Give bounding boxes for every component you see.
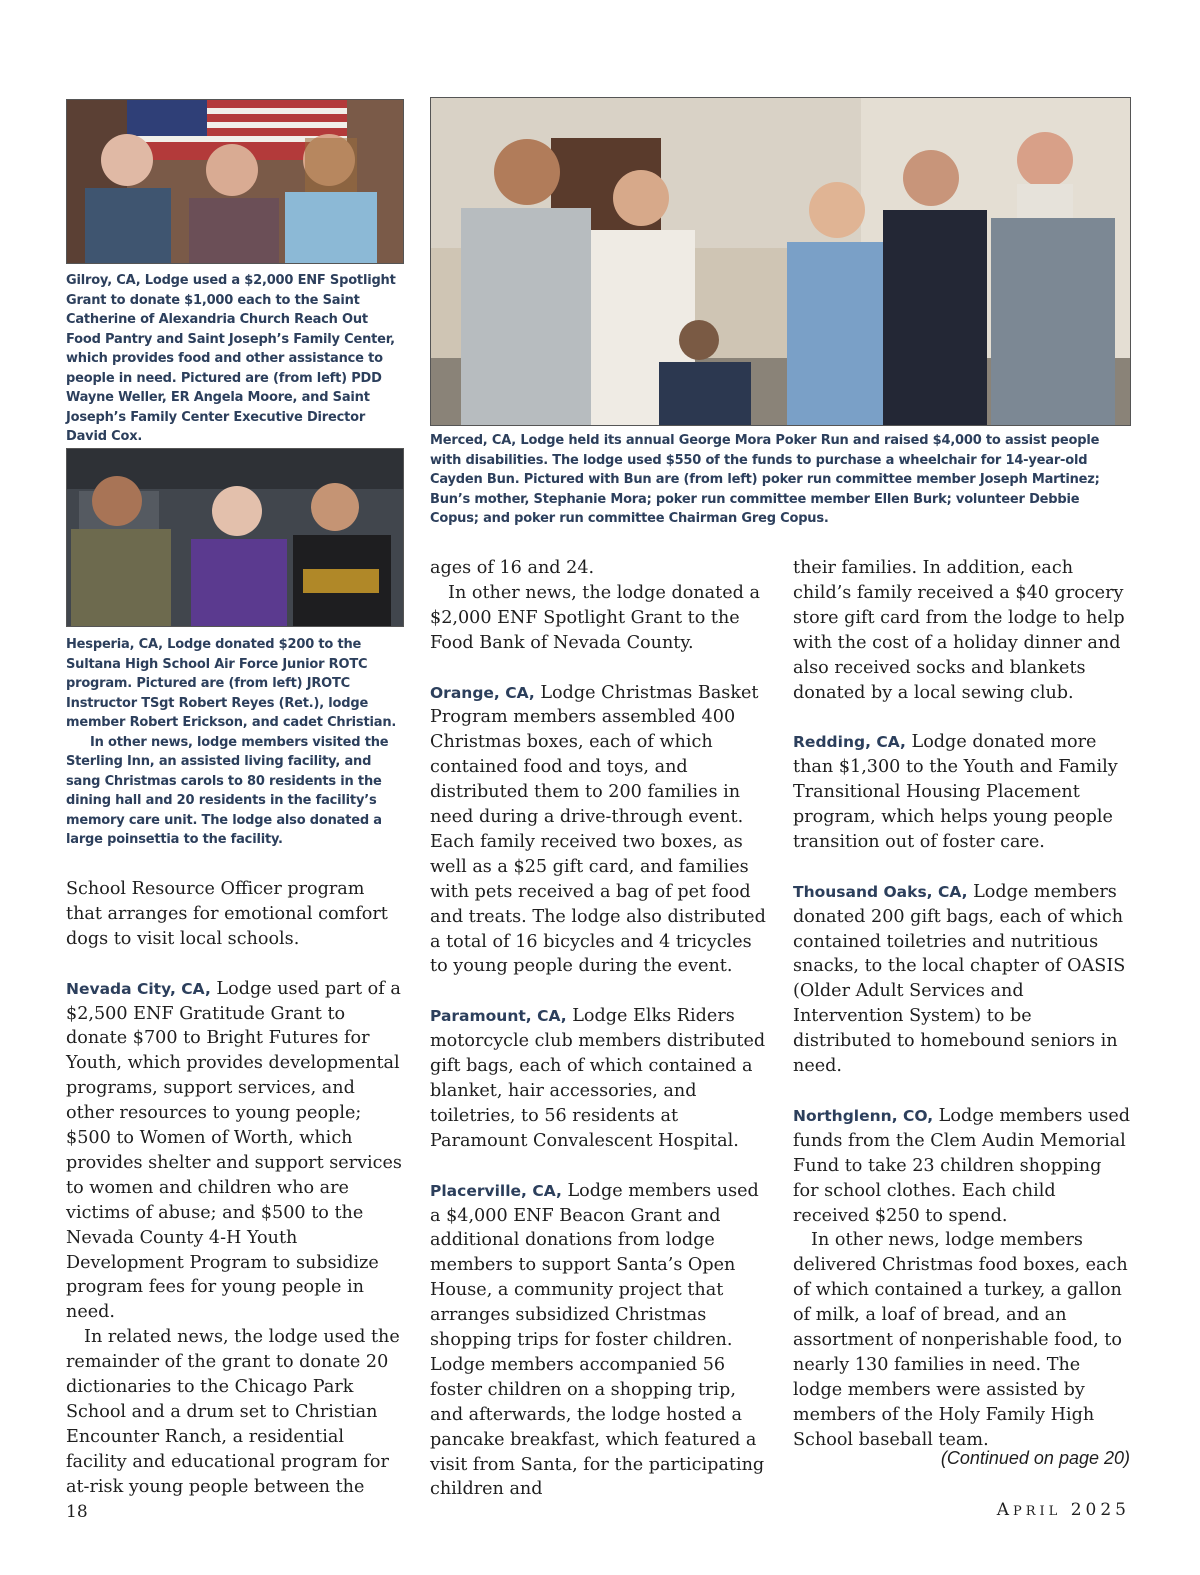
paragraph bbox=[793, 1104, 1131, 1229]
paragraph: In other news, lodge members delivered Christmas food boxes, each of which contained a turkey, a gallon of milk, a loaf of bread, and an assortment of nonperishable food, to nearly 130 families in need. The lodge members were assisted by members of the Holy Family High School baseball team. bbox=[793, 1230, 1128, 1450]
paragraph bbox=[793, 880, 1131, 1079]
paragraph bbox=[66, 977, 404, 1326]
column-3 bbox=[793, 556, 1131, 1453]
caption-text: Lodge held its annual George Mora Poker Run and raised $4,000 to assist people with disabilities. The lodge used $550 of the funds to purchase a wheelchair for 14-year-old Cayden Bun. Pictured with Bun are (from left) poker run committee member Joseph Martinez; Bun’s mother, Stephanie Mora; poker run committee member Ellen Burk; volunteer Debbie Copus; and poker run committee Chairman Greg Copus. bbox=[430, 433, 1100, 526]
paragraph bbox=[430, 1179, 768, 1503]
paragraph: ages of 16 and 24. bbox=[430, 558, 595, 578]
caption-location: Hesperia, CA, bbox=[66, 637, 163, 652]
location-heading: Paramount, CA, bbox=[430, 1007, 567, 1026]
paragraph-text: Lodge members used funds from the Clem Audin Memorial Fund to take 23 children shopping for school clothes. Each child received $250 to spend. bbox=[793, 1105, 1131, 1226]
paragraph-text: Lodge members used a $4,000 ENF Beacon Grant and additional donations from lodge members to support Santa’s Open House, a community project that arranges subsidized Christmas shopping trips for foster children. Lodge members accompanied 56 foster children on a shopping trip, and afterwards, the lodge hosted a pancake breakfast, which featured a visit from Santa, for the participating children and bbox=[430, 1180, 765, 1500]
hesperia-photo bbox=[66, 448, 404, 627]
paragraph-text: Lodge donated more than $1,300 to the Youth and Family Transitional Housing Placement program, which helps young people transition out of foster care. bbox=[793, 732, 1118, 852]
merced-caption bbox=[430, 431, 1130, 529]
column-2 bbox=[430, 556, 768, 1502]
location-heading: Nevada City, CA, bbox=[66, 979, 211, 998]
paragraph bbox=[793, 730, 1131, 855]
issue-year: 2025 bbox=[1070, 1500, 1130, 1520]
location-heading: Thousand Oaks, CA, bbox=[793, 882, 968, 901]
gilroy-caption bbox=[66, 271, 406, 447]
group-photo-icon bbox=[431, 98, 1130, 425]
paragraph: In other news, the lodge donated a $2,000 ENF Spotlight Grant to the Food Bank of Nevada County. bbox=[430, 582, 760, 653]
group-photo-icon bbox=[67, 100, 403, 263]
location-heading: Orange, CA, bbox=[430, 683, 535, 702]
paragraph: their families. In addition, each child’s family received a $40 grocery store gift card from the lodge to help with the cost of a holiday dinner and also received socks and blankets donated by a local sewing club. bbox=[793, 558, 1125, 703]
caption-text: In other news, lodge members visited the Sterling Inn, an assisted living facility, and sang Christmas carols to 80 residents in the dining hall and 20 residents in the facility’s memory care unit. The lodge also donated a large poinsettia to the facility. bbox=[66, 734, 389, 847]
caption-text: Lodge used a $2,000 ENF Spotlight Grant to donate $1,000 each to the Saint Catherine of Alexandria Church Reach Out Food Pantry and Saint Joseph’s Family Center, which provides food and other assistance to people in need. Pictured are (from left) PDD Wayne Weller, ER Angela Moore, and Saint Joseph’s Family Center Executive Director David Cox. bbox=[66, 273, 396, 444]
paragraph: In related news, the lodge used the remainder of the grant to donate 20 dictionaries to the Chicago Park School and a drum set to Christian Encounter Ranch, a residential facility and educational program for at-risk young people between the bbox=[66, 1327, 400, 1497]
merced-photo bbox=[430, 97, 1131, 426]
location-heading: Placerville, CA, bbox=[430, 1181, 562, 1200]
caption-text: Lodge donated $200 to the Sultana High School Air Force Junior ROTC program. Pictured are (from left) JROTC Instructor TSgt Robert Reyes (Ret.), lodge member Robert Erickson, and cadet Christian. bbox=[66, 637, 397, 730]
page-number: 18 bbox=[66, 1502, 88, 1522]
issue-month-rest: PRIL bbox=[1013, 1504, 1062, 1519]
paragraph bbox=[430, 1004, 768, 1153]
paragraph-text: Lodge Elks Riders motorcycle club members distributed gift bags, each of which contained a blanket, hair accessories, and toiletries, to 56 residents at Paramount Convalescent Hospital. bbox=[430, 1006, 766, 1151]
hesperia-caption bbox=[66, 635, 406, 850]
issue-month-initial: A bbox=[996, 1500, 1014, 1520]
issue-date bbox=[997, 1500, 1130, 1520]
paragraph bbox=[430, 681, 768, 980]
continued-note: (Continued on page 20) bbox=[940, 1448, 1130, 1468]
caption-location: Merced, CA, bbox=[430, 433, 517, 448]
paragraph-text: Lodge Christmas Basket Program members assembled 400 Christmas boxes, each of which contained food and toys, and distributed them to 200 families in need during a drive-through event. Each family received two boxes, as well as a $25 gift card, and families with pets received a bag of pet food and treats. The lodge also distributed a total of 16 bicycles and 4 tricycles to young people during the event. bbox=[430, 682, 766, 977]
paragraph: School Resource Officer program that arranges for emotional comfort dogs to visit local schools. bbox=[66, 879, 388, 949]
column-1 bbox=[66, 877, 404, 1500]
location-heading: Northglenn, CO, bbox=[793, 1106, 934, 1125]
gilroy-photo bbox=[66, 99, 404, 264]
group-photo-icon bbox=[67, 449, 403, 626]
location-heading: Redding, CA, bbox=[793, 733, 906, 752]
paragraph-text: Lodge members donated 200 gift bags, each of which contained toiletries and nutritious snacks, to the local chapter of OASIS (Older Adult Services and Intervention System) to be distributed to homebound seniors in need. bbox=[793, 881, 1126, 1077]
paragraph-text: Lodge used part of a $2,500 ENF Gratitude Grant to donate $700 to Bright Futures for Youth, which provides developmental programs, support services, and other resources to young people; $500 to Women of Worth, which provides shelter and support services to women and children who are victims of abuse; and $500 to the Nevada County 4-H Youth Development Program to subsidize program fees for young people in need. bbox=[66, 978, 402, 1323]
caption-location: Gilroy, CA, bbox=[66, 273, 141, 288]
